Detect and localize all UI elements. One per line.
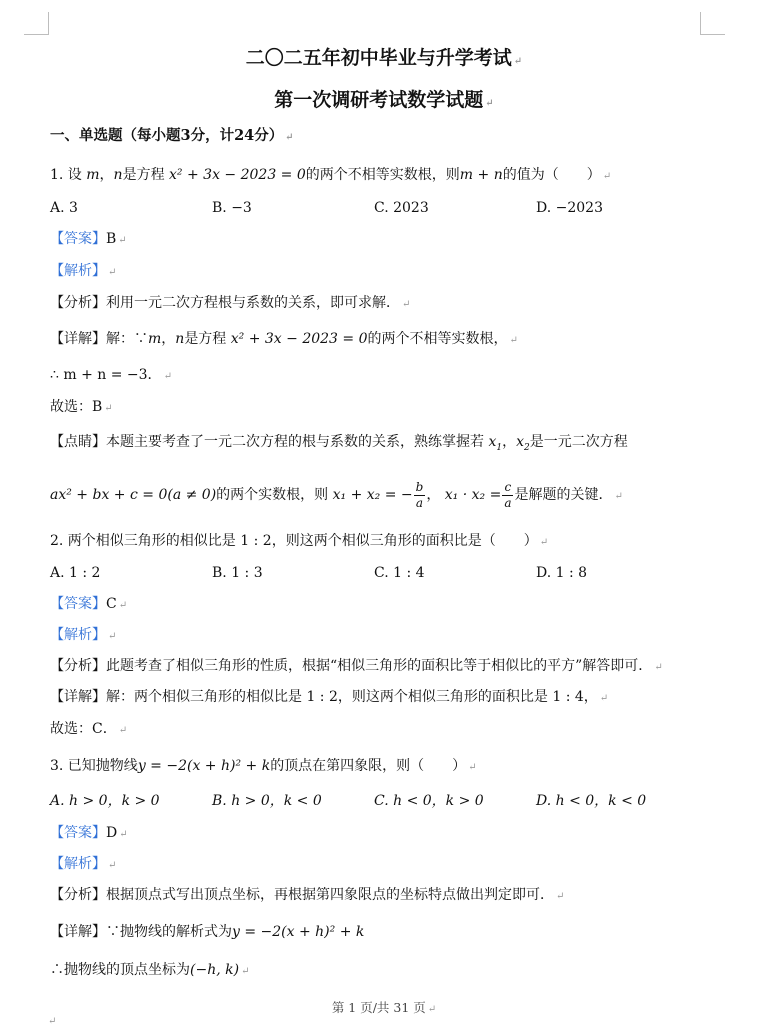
q3-answer: 【答案】D ↵ [50,825,128,841]
q3-analysis-label: 【解析】 ↵ [50,856,117,872]
q1-option-c: C. 2023 [374,200,429,216]
q3-stem: 3. 已知抛物线y = −2(x + h)² + k的顶点在第四象限，则（ ） ↵ [50,758,477,774]
fraction-b-over-a: $\frac{b}{a}$ [415,479,424,510]
crop-mark-top-right [700,12,725,35]
q1-option-a: A. 3 [50,200,78,216]
page-footer: 第 1 页/共 31 页 ↵ [331,1000,437,1015]
q2-xiangjie: 【详解】解：两个相似三角形的相似比是 1 : 2，则这两个相似三角形的面积比是 1 : 4， ↵ [50,689,609,705]
q1-dianjing: 【点睛】本题主要考查了一元二次方程的根与系数的关系，熟练掌握若 $x_1$，$x_2$是一元二次方程 [50,434,628,453]
q2-stem: 2. 两个相似三角形的相似比是 1 : 2，则这两个相似三角形的面积比是（ ） ↵ [50,533,549,549]
q3-option-a: A. h > 0，k > 0 [50,793,160,809]
q1-xiangjie: 【详解】解：∵m，n是方程 x² + 3x − 2023 = 0的两个不相等实数根， ↵ [50,331,518,347]
title-line-1: 二〇二五年初中毕业与升学考试 ↵ [245,47,523,69]
q1-therefore: ∴ m + n = −3． ↵ [50,367,172,383]
crop-mark-top-left [24,12,49,35]
end-paragraph-mark: ↵ [48,1016,57,1027]
q2-choose: 故选：C． ↵ [50,721,128,737]
section-heading: 一、单选题（每小题3分，计24分） ↵ [50,127,294,144]
q2-option-b: B. 1 : 3 [212,565,263,581]
q1-fenxi: 【分析】利用一元二次方程根与系数的关系，即可求解． ↵ [50,295,411,311]
q2-option-a: A. 1 : 2 [50,565,101,581]
q2-option-d: D. 1 : 8 [536,565,588,581]
q1-dianjing-formula: ax² + bx + c = 0(a ≠ 0)的两个实数根，则 x₁ + x₂ = − $\frac{b}{a}$ ， x₁ · x₂ = $\frac{c}{a}$ 是解题的关键． ↵ [50,479,623,510]
q3-option-c: C. h < 0，k > 0 [374,793,484,809]
q3-vertex: ∴抛物线的顶点坐标为(−h, k) ↵ [50,962,250,978]
q3-option-d: D. h < 0，k < 0 [536,793,647,809]
q3-option-b: B. h > 0，k < 0 [212,793,322,809]
q2-option-c: C. 1 : 4 [374,565,425,581]
q1-answer: 【答案】B ↵ [50,231,127,247]
q1-option-b: B. −3 [212,200,252,216]
q2-answer: 【答案】C ↵ [50,596,128,612]
q1-choose: 故选：B ↵ [50,399,113,415]
q2-analysis-label: 【解析】 ↵ [50,627,117,643]
title-line-2: 第一次调研考试数学试题 ↵ [274,89,494,111]
q1-stem: 1. 设 m，n是方程 x² + 3x − 2023 = 0的两个不相等实数根，则m + n的值为（ ） ↵ [50,167,612,183]
q1-option-d: D. −2023 [536,200,603,216]
q2-fenxi: 【分析】此题考查了相似三角形的性质，根据“相似三角形的面积比等于相似比的平方”解答即可． ↵ [50,658,663,674]
q3-fenxi: 【分析】根据顶点式写出顶点坐标，再根据第四象限点的坐标特点做出判定即可． ↵ [50,887,565,903]
q1-analysis-label: 【解析】 ↵ [50,263,117,279]
fraction-c-over-a: $\frac{c}{a}$ [504,479,512,510]
q3-xiangjie: 【详解】∵抛物线的解析式为y = −2(x + h)² + k [50,924,365,940]
